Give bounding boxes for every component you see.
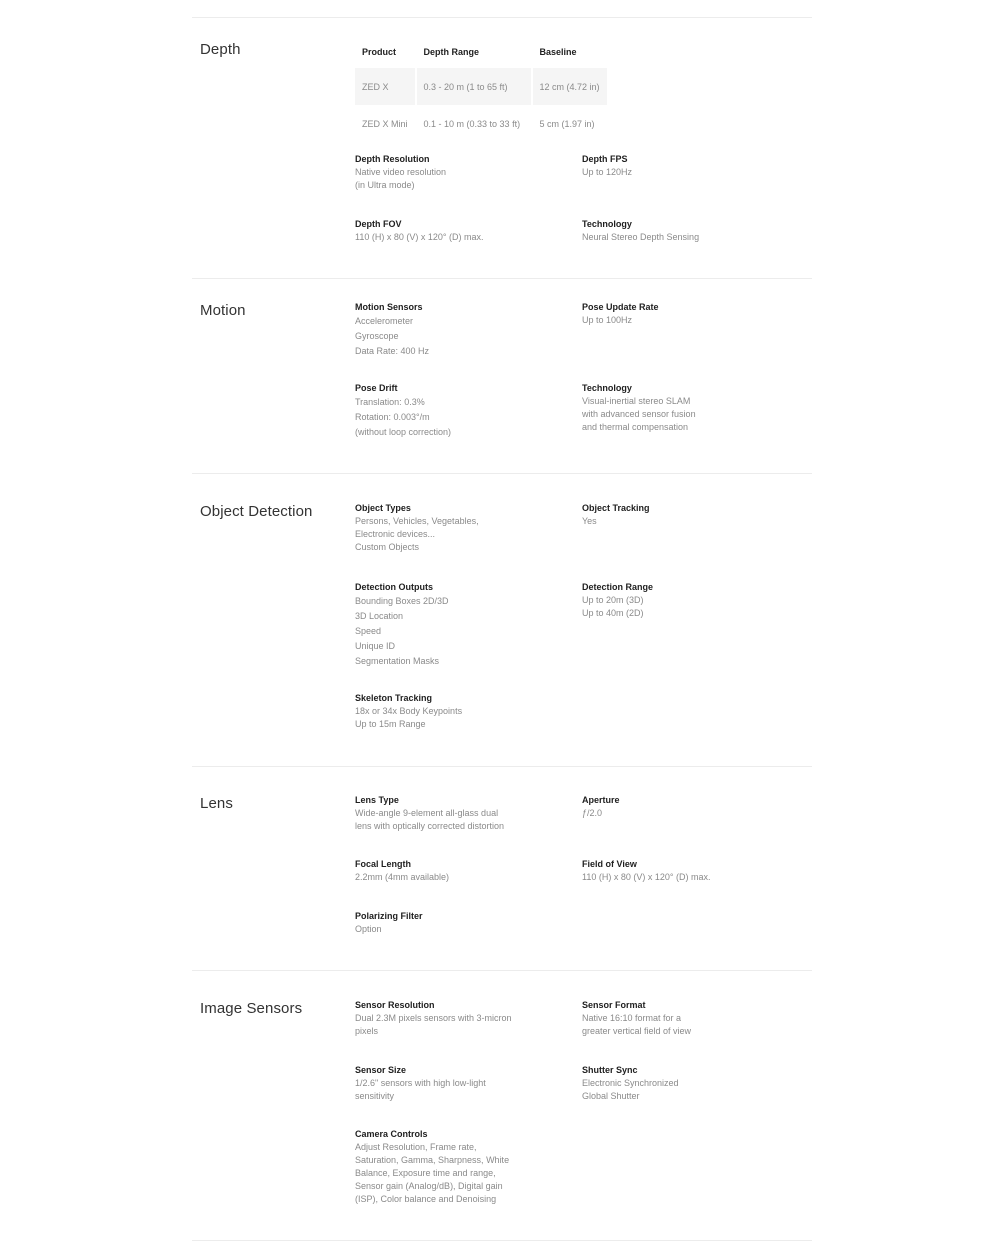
spec-value: Wide-angle 9-element all-glass dual lens with optically corrected distortion	[355, 808, 505, 831]
table-row	[355, 68, 607, 105]
spec-value: Dual 2.3M pixels sensors with 3-micron pixels	[355, 1013, 512, 1036]
spec-label: Object Tracking	[582, 503, 650, 513]
spec-label: Focal Length	[355, 859, 411, 869]
depth-range-table	[353, 36, 609, 142]
spec-motion-sensors	[355, 301, 555, 359]
spec-value: Up to 120Hz	[582, 167, 633, 177]
spec-value: 110 (H) x 80 (V) x 120° (D) max.	[582, 872, 711, 882]
spec-object-types	[355, 502, 555, 554]
spec-depth-technology	[582, 218, 782, 244]
spec-value: Adjust Resolution, Frame rate, Saturation, Gamma, Sharpness, White Balance, Exposure time and range, Sensor gain (Analog/dB), Digital gain (ISP), Color balance and Denoising	[355, 1142, 510, 1204]
spec-value: 110 (H) x 80 (V) x 120° (D) max.	[355, 232, 484, 242]
spec-value: Up to 100Hz	[582, 315, 633, 325]
baseline-cell: 5 cm (1.97 in)	[539, 118, 595, 129]
spec-shutter-sync	[582, 1064, 782, 1103]
table-row	[355, 105, 607, 142]
spec-label: Pose Drift	[355, 383, 398, 393]
spec-value: Native 16:10 format for a greater vertical field of view	[582, 1013, 692, 1036]
spec-label: Detection Range	[582, 582, 654, 592]
spec-value: Native video resolution (in Ultra mode)	[355, 167, 447, 190]
spec-value: Yes	[582, 516, 597, 526]
spec-value: 18x or 34x Body Keypoints Up to 15m Range	[355, 706, 463, 729]
spec-label: Polarizing Filter	[355, 911, 423, 921]
section-title-motion: Motion	[200, 302, 246, 319]
spec-focal-length	[355, 858, 555, 884]
spec-label: Shutter Sync	[582, 1065, 638, 1075]
spec-motion-technology	[582, 382, 782, 434]
spec-detection-range	[582, 581, 782, 620]
spec-label: Camera Controls	[355, 1129, 428, 1139]
spec-detection-outputs	[355, 581, 555, 669]
section-title-depth: Depth	[200, 41, 241, 58]
spec-label: Detection Outputs	[355, 582, 433, 592]
spec-sensor-format	[582, 999, 782, 1038]
spec-value: Persons, Vehicles, Vegetables, Electronic devices... Custom Objects	[355, 516, 479, 552]
spec-lens-type	[355, 794, 565, 833]
spec-label: Aperture	[582, 795, 620, 805]
section-title-object-detection: Object Detection	[200, 503, 313, 520]
section-divider	[192, 473, 812, 474]
spec-label: Technology	[582, 219, 632, 229]
depth-range-cell: 0.3 - 20 m (1 to 65 ft)	[417, 68, 531, 105]
spec-value: ƒ/2.0	[582, 808, 603, 818]
spec-label: Technology	[582, 383, 632, 393]
spec-depth-resolution	[355, 153, 555, 192]
spec-camera-controls	[355, 1128, 565, 1206]
spec-object-tracking	[582, 502, 782, 528]
column-header-depth-range: Depth Range	[423, 47, 480, 57]
spec-pose-drift	[355, 382, 555, 440]
spec-label: Sensor Format	[582, 1000, 646, 1010]
spec-value: Electronic Synchronized Global Shutter	[582, 1078, 679, 1101]
section-divider	[192, 766, 812, 767]
spec-label: Field of View	[582, 859, 637, 869]
spec-label: Sensor Resolution	[355, 1000, 435, 1010]
spec-skeleton-tracking	[355, 692, 555, 731]
section-divider	[192, 970, 812, 971]
table-header-row	[355, 36, 607, 68]
spec-value: Up to 20m (3D) Up to 40m (2D)	[582, 595, 644, 618]
spec-label: Depth Resolution	[355, 154, 430, 164]
product-cell: ZED X	[355, 68, 415, 105]
spec-depth-fov	[355, 218, 555, 244]
spec-polarizing-filter	[355, 910, 555, 936]
spec-label: Skeleton Tracking	[355, 693, 433, 703]
spec-value: 2.2mm (4mm available)	[355, 872, 450, 882]
spec-field-of-view	[582, 858, 792, 884]
spec-aperture	[582, 794, 782, 820]
section-title-lens: Lens	[200, 795, 233, 812]
spec-value: Visual-inertial stereo SLAM with advanced sensor fusion and thermal compensation	[582, 396, 696, 432]
spec-label: Depth FPS	[582, 154, 628, 164]
spec-depth-fps	[582, 153, 782, 179]
spec-value: Option	[355, 924, 382, 934]
baseline-cell: 12 cm (4.72 in)	[533, 68, 607, 105]
spec-value: Bounding Boxes 2D/3D 3D Location Speed Unique ID Segmentation Masks	[355, 596, 449, 666]
spec-label: Lens Type	[355, 795, 399, 805]
spec-label: Sensor Size	[355, 1065, 407, 1075]
spec-label: Pose Update Rate	[582, 302, 659, 312]
section-divider	[192, 17, 812, 18]
spec-value: Accelerometer Gyroscope Data Rate: 400 Hz	[355, 316, 430, 356]
spec-value: Neural Stereo Depth Sensing	[582, 232, 700, 242]
spec-label: Motion Sensors	[355, 302, 423, 312]
product-cell: ZED X Mini	[362, 118, 408, 129]
section-divider	[192, 1240, 812, 1241]
spec-value: 1/2.6" sensors with high low-light sensitivity	[355, 1078, 486, 1101]
spec-sensor-size	[355, 1064, 555, 1103]
section-title-image-sensors: Image Sensors	[200, 1000, 303, 1017]
section-divider	[192, 278, 812, 279]
spec-value: Translation: 0.3% Rotation: 0.003°/m (without loop correction)	[355, 397, 452, 437]
column-header-product: Product	[362, 47, 397, 57]
column-header-baseline: Baseline	[539, 47, 577, 57]
spec-label: Depth FOV	[355, 219, 402, 229]
spec-pose-update-rate	[582, 301, 782, 327]
depth-range-cell: 0.1 - 10 m (0.33 to 33 ft)	[423, 118, 521, 129]
spec-sensor-resolution	[355, 999, 565, 1038]
spec-label: Object Types	[355, 503, 411, 513]
